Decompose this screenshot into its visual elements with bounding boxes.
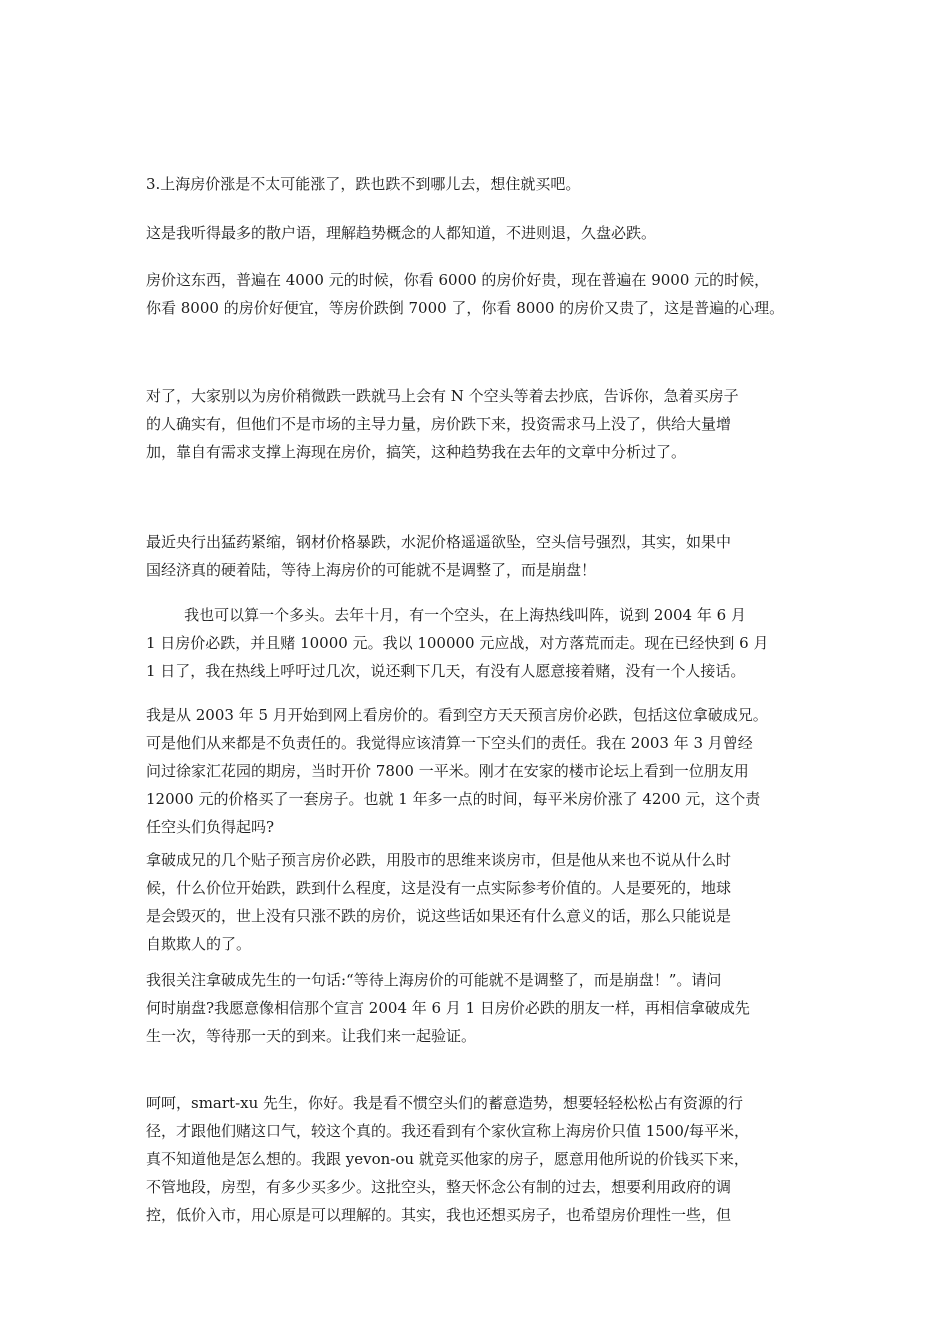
text-line: 拿破成兄的几个贴子预言房价必跌，用股市的思维来谈房市，但是他从来也不说从什么时 [146,851,732,869]
text-line: 候，什么价位开始跌，跌到什么程度，这是没有一点实际参考价值的。人是要死的，地球 [146,879,732,897]
text-line: 最近央行出猛药紧缩，钢材价格暴跌，水泥价格遥遥欲坠，空头信号强烈，其实，如果中 [146,533,732,551]
text-line: 我也可以算一个多头。去年十月，有一个空头，在上海热线叫阵，说到 2004 年 6 月 [146,606,746,624]
text-line: 不管地段，房型，有多少买多少。这批空头，整天怀念公有制的过去，想要利用政府的调 [146,1178,732,1196]
paragraph-4 [146,382,814,466]
text-line: 径，才跟他们赌这口气，较这个真的。我还看到有个家伙宣称上海房价只值 1500/每平米， [146,1122,749,1140]
paragraph-6 [146,601,814,685]
text-line: 问过徐家汇花园的期房，当时开价 7800 一平米。刚才在安家的楼市论坛上看到一位朋友用 [146,762,749,780]
text-line: 控，低价入市，用心原是可以理解的。其实，我也还想买房子，也希望房价理性一些，但 [146,1206,732,1224]
text-line: 国经济真的硬着陆，等待上海房价的可能就不是调整了，而是崩盘！ [146,561,597,579]
text-line: 我很关注拿破成先生的一句话:“等待上海房价的可能就不是调整了，而是崩盘！”。请问 [146,971,722,989]
text-line: 12000 元的价格买了一套房子。也就 1 年多一点的时间，每平米房价涨了 4200 元，这个责 [146,790,761,808]
paragraph-5 [146,528,814,584]
text-line: 何时崩盘?我愿意像相信那个宣言 2004 年 6 月 1 日房价必跌的朋友一样，再相信拿破成先 [146,999,750,1017]
paragraph-1 [146,170,814,198]
paragraph-8 [146,846,814,958]
text-line: 自欺欺人的了。 [146,935,252,953]
text-line: 任空头们负得起吗? [146,818,275,836]
text-line: 房价这东西，普遍在 4000 元的时候，你看 6000 的房价好贵，现在普遍在 9000 元的时候， [146,271,770,289]
paragraph-2 [146,219,814,247]
text-line: 1 日房价必跌，并且赌 10000 元。我以 100000 元应战，对方落荒而走。现在已经快到 6 月 [146,634,769,652]
text-line: 加，靠自有需求支撑上海现在房价，搞笑，这种趋势我在去年的文章中分析过了。 [146,443,687,461]
text-line: 呵呵，smart-xu 先生，你好。我是看不惯空头们的蓄意造势，想要轻轻松松占有资源的行 [146,1094,744,1112]
text-line: 可是他们从来都是不负责任的。我觉得应该清算一下空头们的责任。我在 2003 年 3 月曾经 [146,734,753,752]
text-line: 这是我听得最多的散户语，理解趋势概念的人都知道，不进则退，久盘必跌。 [146,224,657,242]
paragraph-3 [146,266,814,322]
text-line: 我是从 2003 年 5 月开始到网上看房价的。看到空方天天预言房价必跌，包括这位拿破成兄。 [146,706,768,724]
text-line: 对了，大家别以为房价稍微跌一跌就马上会有 N 个空头等着去抄底，告诉你，急着买房子 [146,387,739,405]
paragraph-10 [146,1089,814,1229]
text-line: 真不知道他是怎么想的。我跟 yevon-ou 就竞买他家的房子，愿意用他所说的价钱买下来， [146,1150,749,1168]
text-line: 你看 8000 的房价好便宜，等房价跌倒 7000 了，你看 8000 的房价又贵了，这是普遍的心理。 [146,299,785,317]
text-line: 是会毁灭的，世上没有只涨不跌的房价，说这些话如果还有什么意义的话，那么只能说是 [146,907,732,925]
text-line: 的人确实有，但他们不是市场的主导力量，房价跌下来，投资需求马上没了，供给大量增 [146,415,732,433]
paragraph-7 [146,701,814,841]
text-line: 生一次，等待那一天的到来。让我们来一起验证。 [146,1027,477,1045]
text-line: 3.上海房价涨是不太可能涨了，跌也跌不到哪儿去，想住就买吧。 [146,175,581,193]
text-line: 1 日了，我在热线上呼吁过几次，说还剩下几天，有没有人愿意接着赌，没有一个人接话。 [146,662,746,680]
paragraph-9 [146,966,814,1050]
